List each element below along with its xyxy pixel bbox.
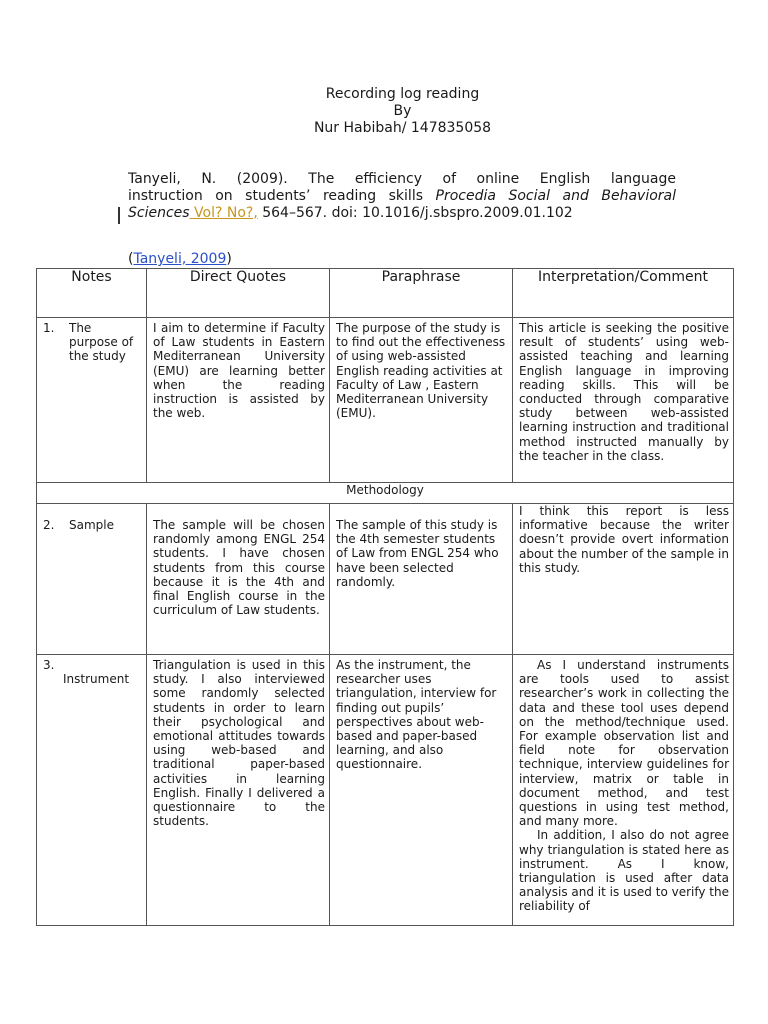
row-number: 1. (43, 321, 55, 335)
journal-name: Procedia Social and Behavioral (435, 188, 676, 204)
in-text-citation (128, 251, 232, 268)
citation-link[interactable]: Tanyeli, 2009 (133, 251, 227, 267)
row-note: Instrument (63, 672, 130, 687)
section-methodology: Methodology (37, 483, 734, 504)
direct-quote: The sample will be chosen randomly among ENGL 254 students. I have chosen students from this course because it is the 4th and final English course in the curriculum of Law students. (153, 518, 325, 618)
citation-line-3 (128, 205, 676, 222)
paren-close: ) (226, 251, 232, 267)
journal-name-cont: Sciences (128, 205, 190, 221)
text-cursor (118, 207, 120, 224)
header-notes: Notes (37, 269, 147, 318)
by-line: By (393, 103, 412, 119)
table-row (37, 318, 734, 483)
row-note: The purpose of the study (69, 321, 134, 364)
paraphrase: As the instrument, the researcher uses triangulation, interview for finding out pupils’ perspectives about web-based and paper-based learning, and also questionnaire. (336, 658, 497, 772)
table-header-row (37, 269, 734, 318)
header-interpretation: Interpretation/Comment (513, 269, 734, 318)
volume-link[interactable]: Vol? No?, (189, 205, 258, 221)
header-direct-quotes: Direct Quotes (147, 269, 330, 318)
direct-quote: I aim to determine if Faculty of Law students in Eastern Mediterranean University (EMU) are learning better when the reading instruction is assisted by the web. (153, 321, 325, 421)
row-number: 3. (43, 658, 55, 672)
reading-log-table (36, 268, 734, 926)
row-number: 2. (43, 518, 55, 532)
comment: This article is seeking the positive result of students’ using web-assisted teaching and learning English language in improving reading skills. This will be conducted through comparative study between web-assisted learning instruction and traditional method instructed manually by the teacher in the class. (519, 321, 729, 463)
table-row (37, 655, 734, 926)
comment-paragraph-2: In addition, I also do not agree why triangulation is stated here as instrument. As I know, triangulation is used after data analysis and it is used to verify the reliability of (519, 828, 729, 914)
document-title: Recording log reading (325, 86, 480, 102)
paraphrase: The sample of this study is the 4th semester students of Law from ENGL 254 who have been selected randomly. (336, 518, 499, 589)
citation-text: instruction on students’ reading skills (128, 188, 436, 204)
citation-line-1: Tanyeli, N. (2009). The efficiency of online English language (128, 171, 676, 187)
author-line: Nur Habibah/ 147835058 (313, 120, 492, 136)
header-paraphrase: Paraphrase (330, 269, 513, 318)
table-row (37, 504, 734, 655)
paraphrase: The purpose of the study is to find out the effectiveness of using web-assisted English reading activities at Faculty of Law , Eastern Mediterranean University (EMU). (336, 321, 506, 421)
row-note: Sample (69, 518, 114, 532)
paren-open: ( (128, 251, 134, 267)
section-row (37, 483, 734, 504)
comment-paragraph-1: As I understand instruments are tools used to assist researcher’s work in collecting the data and these tool uses depend on the method/technique used. For example observation list and field note for observation technique, interview guidelines for interview, matrix or table in document method, and test questions in using test method, and many more. (519, 658, 729, 829)
citation-pages-doi: 564–567. doi: 10.1016/j.sbspro.2009.01.102 (257, 205, 573, 221)
citation-line-2 (128, 188, 676, 205)
comment: I think this report is less informative because the writer doesn’t provide overt information about the number of the sample in this study. (519, 504, 729, 575)
direct-quote: Triangulation is used in this study. I also interviewed some randomly selected students in order to learn their psychological and emotional attitudes towards using web-based and traditional paper-based activities in learning English. Finally I delivered a questionnaire to the students. (153, 658, 325, 829)
